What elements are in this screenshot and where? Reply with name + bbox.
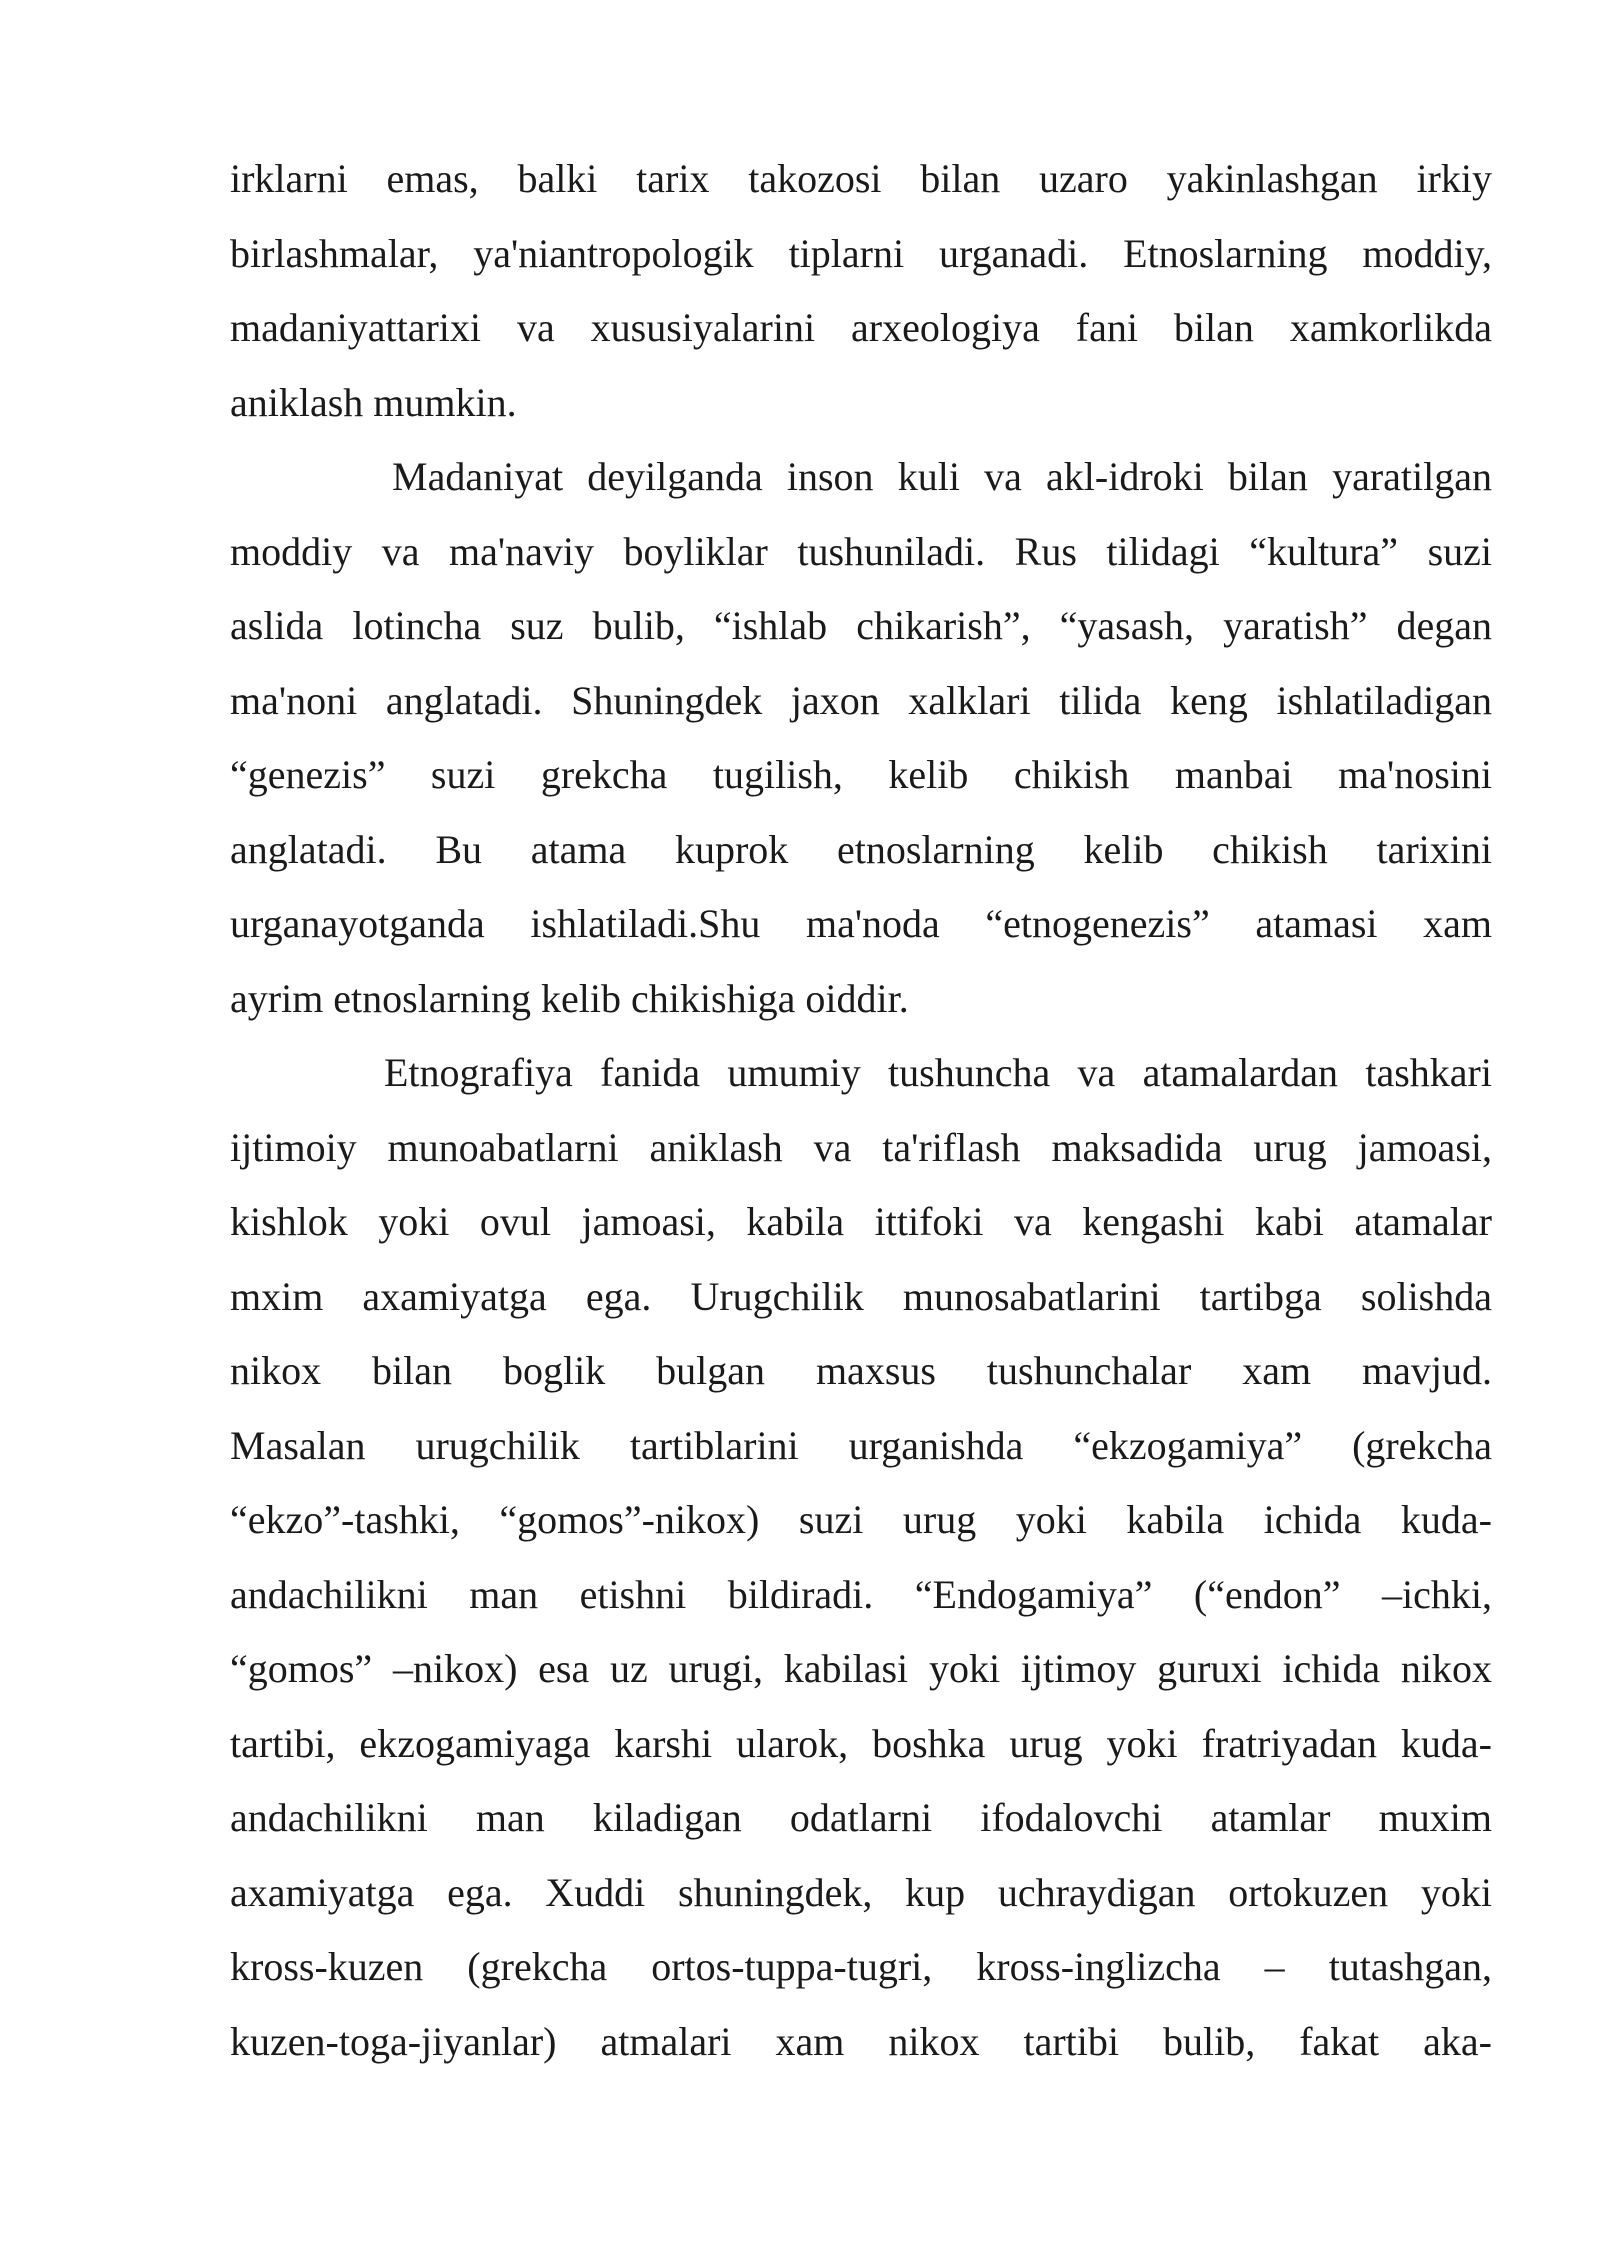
text-line: kross-kuzen (grekcha ortos-tuppa-tugri, kross-inglizcha – tutashgan, [230,1944,1492,1989]
text-line: “ekzo”-tashki, “gomos”-nikox) suzi urug yoki kabila ichida kuda- [230,1497,1492,1542]
text-line: “gomos” –nikox) esa uz urugi, kabilasi yoki ijtimoy guruxi ichida nikox [230,1646,1492,1691]
text-line: irklarni emas, balki tarix takozosi bilan uzaro yakinlashgan irkiy [230,156,1492,201]
text-line: aniklash mumkin. [230,379,517,425]
paragraph [230,440,1492,1036]
text-line: urganayotganda ishlatiladi.Shu ma'noda “etnogenezis” atamasi xam [230,901,1492,946]
text-line: nikox bilan boglik bulgan maxsus tushunchalar xam mavjud. [230,1348,1492,1393]
text-line: ma'noni anglatadi. Shuningdek jaxon xalklari tilida keng ishlatiladigan [230,677,1492,723]
text-line: tartibi, ekzogamiyaga karshi ularok, boshka urug yoki fratriyadan kuda- [230,1720,1492,1766]
text-line: ijtimoiy munoabatlarni aniklash va ta'riflash maksadida urug jamoasi, [230,1124,1492,1170]
document-body [230,142,1492,2079]
paragraph [230,142,1492,440]
text-line: madaniyattarixi va xususiyalarini arxeologiya fani bilan xamkorlikda [230,305,1492,350]
text-line: axamiyatga ega. Xuddi shuningdek, kup uchraydigan ortokuzen yoki [230,1869,1492,1915]
text-line: kuzen-toga-jiyanlar) atmalari xam nikox tartibi bulib, fakat aka- [230,2018,1492,2064]
text-line: moddiy va ma'naviy boyliklar tushuniladi. Rus tilidagi “kultura” suzi [230,528,1492,574]
text-line: Madaniyat deyilganda inson kuli va akl-idroki bilan yaratilgan [392,454,1492,499]
text-line: Masalan urugchilik tartiblarini urganishda “ekzogamiya” (grekcha [230,1422,1492,1468]
text-line: kishlok yoki ovul jamoasi, kabila ittifoki va kengashi kabi atamalar [230,1199,1492,1244]
text-line: andachilikni man kiladigan odatlarni ifodalovchi atamlar muxim [230,1795,1492,1840]
paragraph [230,1036,1492,2079]
text-line: birlashmalar, ya'niantropologik tiplarni urganadi. Etnoslarning moddiy, [230,230,1492,276]
text-line: mxim axamiyatga ega. Urugchilik munosabatlarini tartibga solishda [230,1273,1492,1319]
text-line: andachilikni man etishni bildiradi. “Endogamiya” (“endon” –ichki, [230,1571,1492,1617]
text-line: Etnografiya fanida umumiy tushuncha va atamalardan tashkari [384,1050,1492,1095]
text-line: anglatadi. Bu atama kuprok etnoslarning kelib chikish tarixini [230,826,1492,872]
text-line: aslida lotincha suz bulib, “ishlab chikarish”, “yasash, yaratish” degan [230,603,1492,648]
text-line: ayrim etnoslarning kelib chikishiga oiddir. [230,975,909,1021]
text-line: “genezis” suzi grekcha tugilish, kelib chikish manbai ma'nosini [230,752,1492,797]
